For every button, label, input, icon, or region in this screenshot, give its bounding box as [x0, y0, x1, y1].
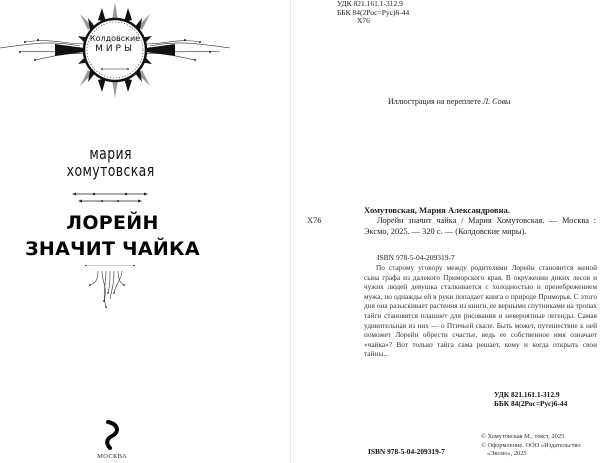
udk-code-bottom: УДК 821.161.1-312.9 — [494, 390, 560, 399]
book-annotation: По старому уговору между родителями Лорейн становится женой сына графа из далекого Приморского края. В окружении диких лесов и чужих людей девушка сталкивается с холодностью и пренебрежением мужа, но однажды ей в руки попадает книга о природе Приморья. С этого дня она разыскивает растения из книги, ее верными спутниками на тропах тайги становятся планшет для рисования и невероятные легенды. Самая удивительная из них — о Птичьей скале. Быть может, путешествие к ней поможет Лорейн обрести счастье, ведь ее собственное имя означает «чайка»? Вот только тайга сама решает, кому и когда открыть свои тайны... — [364, 263, 597, 359]
publisher-city: МОСКВА — [97, 453, 127, 460]
series-name — [88, 33, 142, 55]
illustration-label: Иллюстрация на переплете — [388, 97, 483, 106]
book-author — [40, 145, 180, 179]
bbk-code: ББК 84(2Рос=Рус)6-44 — [337, 7, 410, 17]
bib-author-heading: Хомутовская, Мария Александровна. — [364, 205, 510, 215]
copyright-notice — [481, 433, 581, 459]
hanging-threads-ornament-icon — [80, 265, 140, 315]
series-name-line1: Колдовские — [89, 34, 141, 43]
right-page — [291, 0, 600, 463]
isbn-bottom: ISBN 978-5-04-209319-7 — [368, 447, 445, 456]
bbk-code-bottom: ББК 84(2Рос=Рус)6-44 — [494, 399, 568, 408]
bib-isbn: ISBN 978-5-04-209319-7 — [377, 253, 455, 262]
eksmo-logo-icon — [100, 420, 122, 450]
classification-codes-bottom — [494, 390, 567, 408]
udk-code: УДК 821.161.1-312.9 — [337, 0, 403, 8]
author-last-name: хомутовская — [66, 161, 155, 180]
book-title — [0, 210, 225, 262]
classification-codes-top — [337, 0, 409, 26]
bib-author-mark: Х76 — [307, 216, 322, 225]
ornament-divider-icon — [72, 190, 148, 206]
illustrator-name: Л. Совы — [482, 97, 511, 106]
book-title-line2: ЗНАЧИТ ЧАЙКА — [25, 238, 200, 260]
copyright-line3: «Эксмо», 2025 — [487, 450, 527, 458]
author-mark: Х76 — [357, 16, 370, 25]
book-title-line1: ЛОРЕЙН — [66, 212, 159, 234]
copyright-line2: © Оформление. ООО «Издательство — [481, 441, 581, 449]
series-emblem — [0, 0, 230, 100]
copyright-line1: © Хомутовская М., текст, 2025 — [481, 433, 565, 440]
bib-description: Лорейн значит чайка / Мария Хомутовская. — Москва : Эксмо, 2025. — 320 с. — (Колдовские миры). — [364, 216, 596, 236]
author-first-name: мария — [89, 144, 132, 163]
illustration-credit — [388, 97, 510, 106]
series-name-line2: МИРЫ — [95, 44, 135, 54]
left-page — [0, 0, 290, 463]
